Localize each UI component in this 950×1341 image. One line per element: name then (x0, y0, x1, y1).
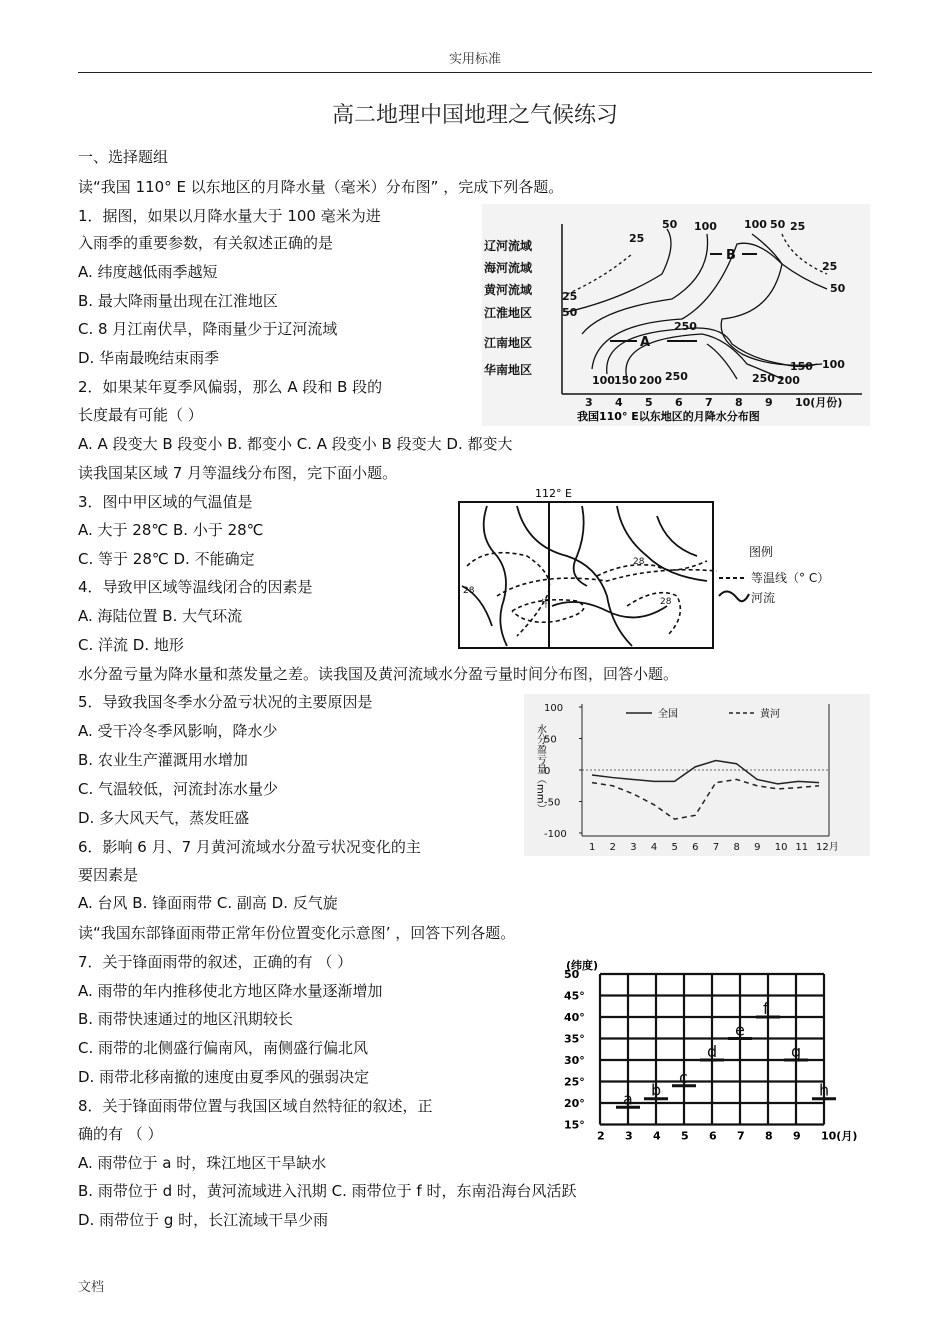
rain-belt-label-d: d (707, 1042, 718, 1061)
question-4: 4．导致甲区域等温线闭合的因素是 (78, 578, 313, 596)
legend-river: 河流 (751, 591, 776, 605)
question-5: 5．导致我国冬季水分盈亏状况的主要原因是 (78, 693, 373, 711)
y-tick-label: -100 (544, 829, 567, 840)
isoline-label: 50 (662, 218, 678, 231)
text-line: 确的有 （ ） (78, 1125, 163, 1143)
month-tick: 4 (615, 396, 623, 409)
month-tick: 10(月份) (795, 396, 843, 409)
x-tick-label: 6 (692, 842, 699, 853)
option: A. A 段变大 B 段变小 B. 都变小 C. A 段变小 B 段变大 D. 都变大 (78, 435, 513, 453)
text-line: 要因素是 (78, 866, 139, 884)
isoline-label: 100 (822, 358, 845, 371)
option: D. 多大风天气，蒸发旺盛 (78, 809, 250, 827)
option: A. 雨带的年内推移使北方地区降水量逐渐增加 (78, 982, 383, 1000)
y-axis-label: 水分盈亏量（mm） (534, 724, 546, 814)
option: C. 气温较低，河流封冻水量少 (78, 780, 279, 798)
segment-a-label: A (640, 335, 651, 350)
legend-national: 全国 (658, 709, 678, 720)
y-tick-label: 35° (564, 1032, 585, 1046)
option: A. 雨带位于 a 时，珠江地区干旱缺水 (78, 1154, 327, 1172)
text-line: 读“我国 110° E 以东地区的月降水量（毫米）分布图” ，完成下列各题。 (78, 178, 564, 196)
x-tick-label: 4 (650, 842, 658, 853)
x-tick-label: 5 (671, 842, 678, 853)
x-tick-label: 3 (630, 842, 637, 853)
text-line: 读“我国东部锋面雨带正常年份位置变化示意图’ ，回答下列各题。 (78, 924, 516, 942)
option: B. 雨带快速通过的地区汛期较长 (78, 1010, 293, 1028)
legend-isotherm: 等温线（° C） (751, 571, 830, 585)
x-tick-label: 3 (625, 1129, 633, 1143)
isotherm-label: 28 (463, 586, 475, 596)
figure-caption: 我国110° E以东地区的月降水分布图 (577, 410, 760, 423)
isoline-label: 25 (629, 232, 645, 245)
isoline-label: 25 (790, 220, 806, 233)
rain-belt-label-b: b (651, 1080, 662, 1100)
option: D. 雨带位于 g 时，长江流域干旱少雨 (78, 1211, 329, 1229)
region-label: 江淮地区 (484, 306, 533, 320)
region-label: 黄河流域 (484, 283, 533, 297)
month-tick: 6 (675, 396, 683, 409)
water-balance-chart (524, 694, 870, 856)
month-tick: 3 (585, 396, 593, 409)
option: A. 大于 28℃ B. 小于 28℃ (78, 521, 264, 539)
x-tick-label: 1 (589, 842, 596, 853)
isoline-label: 100 (744, 218, 767, 231)
option: B. 农业生产灌溉用水增加 (78, 751, 248, 769)
rain-belt-label-c: c (679, 1067, 688, 1087)
y-tick-label: 45° (564, 989, 585, 1003)
y-tick-label: 15° (564, 1118, 585, 1132)
isotherm-label: 28 (633, 557, 645, 567)
option: A. 海陆位置 B. 大气环流 (78, 607, 243, 625)
isoline-label: 25 (562, 290, 578, 303)
isoline-label: 50 (562, 306, 578, 319)
y-tick-label: -50 (544, 797, 561, 809)
rain-belt-label-g: g (791, 1042, 802, 1061)
option: D. 华南最晚结束雨季 (78, 349, 220, 367)
x-tick-label: 10(月) (821, 1129, 858, 1143)
option: D. 雨带北移南撤的速度由夏季风的强弱决定 (78, 1068, 370, 1086)
y-tick-label: 30° (564, 1054, 585, 1067)
option: C. 洋流 D. 地形 (78, 636, 184, 654)
question-8: 8．关于锋面雨带位置与我国区域自然特征的叙述，正 (78, 1097, 433, 1115)
y-tick-label: 50 (544, 734, 557, 746)
page-footer: 文档 (78, 1280, 105, 1295)
x-tick-label: 7 (737, 1129, 745, 1143)
option: A. 纬度越低雨季越短 (78, 263, 218, 281)
region-label: 江南地区 (484, 336, 533, 350)
question-2: 2．如果某年夏季风偏弱，那么 A 段和 B 段的 (78, 378, 383, 396)
isoline-label: 100 (592, 374, 615, 387)
section-heading: 一、选择题组 (78, 148, 169, 166)
option: C. 雨带的北侧盛行偏南风，南侧盛行偏北风 (78, 1039, 369, 1057)
isoline-label: 50 (830, 282, 846, 295)
isoline-label: 200 (777, 374, 800, 387)
x-tick-label: 11 (795, 842, 809, 853)
month-tick: 9 (765, 396, 773, 409)
page-header: 实用标准 (448, 52, 501, 67)
month-tick: 8 (735, 396, 743, 409)
isoline-label: 100 (694, 220, 717, 233)
month-tick: 5 (645, 396, 653, 409)
text-line: 水分盈亏量为降水量和蒸发量之差。读我国及黄河流域水分盈亏量时间分布图，回答小题。 (78, 665, 679, 683)
rain-belt-label-f: f (763, 999, 769, 1018)
y-tick-label: 0 (544, 766, 551, 777)
x-tick-label: 8 (733, 842, 740, 853)
isoline-label: 250 (665, 370, 688, 383)
option: A. 受干冷冬季风影响，降水少 (78, 722, 278, 740)
page-title: 高二地理中国地理之气候练习 (331, 103, 618, 128)
rain-belt-chart (558, 958, 870, 1158)
isoline-label: 150 (614, 374, 637, 387)
isoline-label: 150 (790, 360, 813, 373)
rain-belt-label-e: e (735, 1020, 745, 1040)
isoline-label: 200 (639, 374, 662, 387)
question-3: 3．图中甲区域的气温值是 (78, 493, 253, 511)
x-tick-label: 5 (681, 1129, 689, 1143)
isotherm-map (457, 486, 839, 650)
rain-belt-label-a: a (623, 1089, 633, 1109)
x-tick-label: 6 (709, 1129, 717, 1143)
option: B. 雨带位于 d 时，黄河流域进入汛期 C. 雨带位于 f 时，东南沿海台风活跃 (78, 1182, 577, 1200)
question-7: 7．关于锋面雨带的叙述，正确的有 （ ） (78, 953, 353, 971)
text-line: 入雨季的重要参数，有关叙述正确的是 (78, 234, 334, 252)
month-tick: 7 (705, 396, 713, 409)
y-tick-label: 100 (544, 703, 564, 714)
x-tick-label: 8 (765, 1129, 773, 1143)
x-tick-label: 2 (609, 842, 617, 853)
y-tick-label: 25° (564, 1075, 585, 1089)
region-label: 华南地区 (484, 363, 533, 377)
question-6: 6．影响 6 月、7 月黄河流域水分盈亏状况变化的主 (78, 838, 421, 856)
region-label: 辽河流域 (484, 239, 533, 253)
x-tick-label: 4 (653, 1129, 661, 1143)
longitude-label: 112° E (535, 487, 572, 500)
segment-b-label: B (726, 248, 736, 263)
x-tick-label: 2 (597, 1129, 605, 1143)
x-tick-label: 7 (712, 842, 720, 853)
legend-yellow-river: 黄河 (760, 709, 780, 720)
rain-belt-label-h: h (819, 1080, 830, 1100)
text-line: 读我国某区域 7 月等温线分布图，完下面小题。 (78, 464, 398, 482)
text-line: 长度最有可能（ ） (78, 406, 203, 424)
y-tick-label: 40° (564, 1011, 585, 1024)
y-tick-label: 20° (564, 1097, 585, 1110)
question-1: 1．据图，如果以月降水量大于 100 毫米为进 (78, 207, 381, 225)
x-tick-label: 10 (774, 842, 788, 853)
region-label: 海河流域 (484, 261, 533, 275)
option: B. 最大降雨量出现在江淮地区 (78, 292, 278, 310)
isoline-label: 250 (752, 372, 775, 385)
precipitation-figure (482, 204, 870, 426)
y-tick-label: 50 (564, 968, 580, 981)
isoline-label: 25 (822, 260, 838, 273)
x-tick-label: 9 (793, 1129, 801, 1143)
isotherm-label: 28 (660, 597, 672, 607)
legend-title: 图例 (749, 545, 774, 559)
option: C. 等于 28℃ D. 不能确定 (78, 550, 255, 568)
area-jia-label: 甲 (541, 599, 551, 610)
y-axis-label: (纬度) (566, 959, 599, 972)
option: C. 8 月江南伏旱，降雨量少于辽河流域 (78, 320, 338, 338)
isoline-label: 50 (770, 218, 786, 231)
x-tick-label: 12月 (816, 842, 839, 853)
option: A. 台风 B. 锋面雨带 C. 副高 D. 反气旋 (78, 894, 338, 912)
header-rule (78, 72, 872, 73)
x-tick-label: 9 (754, 842, 761, 853)
isoline-label: 250 (674, 320, 697, 333)
